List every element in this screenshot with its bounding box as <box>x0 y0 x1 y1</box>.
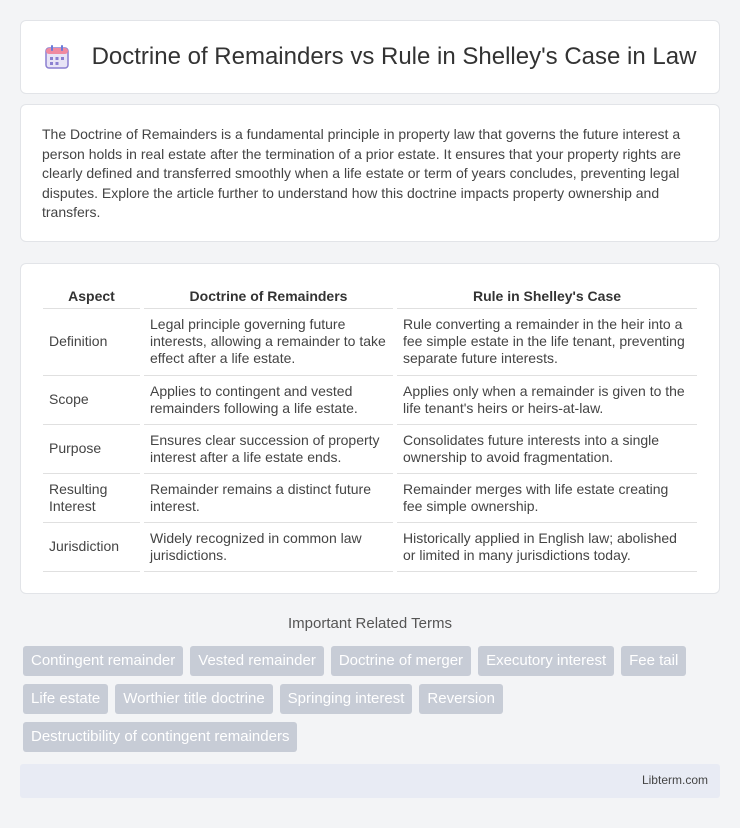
intro-text: The Doctrine of Remainders is a fundamental principle in property law that governs the future interest a person holds in real estate after the termination of a prior estate. It ensures that your property rights are clearly defined and transferred smoothly when a life estate or term of years concludes, preventing legal disputes. Explore the article further to understand how this doctrine impacts property ownership and transfers. <box>42 126 681 220</box>
cell-aspect: Resulting Interest <box>43 473 142 522</box>
related-term-tag[interactable]: Executory interest <box>478 646 614 676</box>
cell-aspect: Scope <box>43 375 142 424</box>
cell-remainders: Remainder remains a distinct future interest. <box>142 473 395 522</box>
table-row <box>43 522 697 571</box>
cell-shelley: Remainder merges with life estate creating fee simple ownership. <box>395 473 697 522</box>
related-term-tag[interactable]: Springing interest <box>280 684 413 714</box>
cell-remainders: Applies to contingent and vested remainders following a life estate. <box>142 375 395 424</box>
calendar-icon <box>44 44 70 70</box>
intro-card <box>20 104 720 242</box>
comparison-table <box>43 284 697 572</box>
related-term-tag[interactable]: Doctrine of merger <box>331 646 471 676</box>
header-aspect: Aspect <box>43 284 142 308</box>
cell-aspect: Jurisdiction <box>43 522 142 571</box>
cell-aspect: Definition <box>43 308 142 375</box>
cell-shelley: Consolidates future interests into a single ownership to avoid fragmentation. <box>395 424 697 473</box>
table-header-row <box>43 284 697 308</box>
related-term-tag[interactable]: Contingent remainder <box>23 646 183 676</box>
cell-aspect: Purpose <box>43 424 142 473</box>
page-title: Doctrine of Remainders vs Rule in Shelley's Case in Law <box>91 43 697 70</box>
related-term-tag[interactable]: Life estate <box>23 684 108 714</box>
cell-shelley: Rule converting a remainder in the heir into a fee simple estate in the life tenant, preventing separate future interests. <box>395 308 697 375</box>
related-term-tag[interactable]: Vested remainder <box>190 646 324 676</box>
cell-shelley: Historically applied in English law; abolished or limited in many jurisdictions today. <box>395 522 697 571</box>
cell-remainders: Widely recognized in common law jurisdictions. <box>142 522 395 571</box>
header-rule-in-shelleys-case: Rule in Shelley's Case <box>395 284 697 308</box>
related-term-tag[interactable]: Fee tail <box>621 646 686 676</box>
table-row <box>43 424 697 473</box>
header-doctrine-of-remainders: Doctrine of Remainders <box>142 284 395 308</box>
related-terms-title: Important Related Terms <box>288 615 452 632</box>
related-term-tag[interactable]: Worthier title doctrine <box>115 684 272 714</box>
cell-shelley: Applies only when a remainder is given to the life tenant's heirs or heirs-at-law. <box>395 375 697 424</box>
related-term-tag[interactable]: Reversion <box>419 684 503 714</box>
related-terms-list <box>23 646 723 752</box>
related-term-tag[interactable]: Destructibility of contingent remainders <box>23 722 297 752</box>
header-card <box>20 20 720 94</box>
comparison-card <box>20 263 720 594</box>
cell-remainders: Ensures clear succession of property interest after a life estate ends. <box>142 424 395 473</box>
footer-brand-link[interactable]: Libterm.com <box>641 773 708 787</box>
table-row <box>43 308 697 375</box>
cell-remainders: Legal principle governing future interests, allowing a remainder to take effect after a life estate. <box>142 308 395 375</box>
table-row <box>43 473 697 522</box>
table-row <box>43 375 697 424</box>
footer <box>20 764 720 798</box>
